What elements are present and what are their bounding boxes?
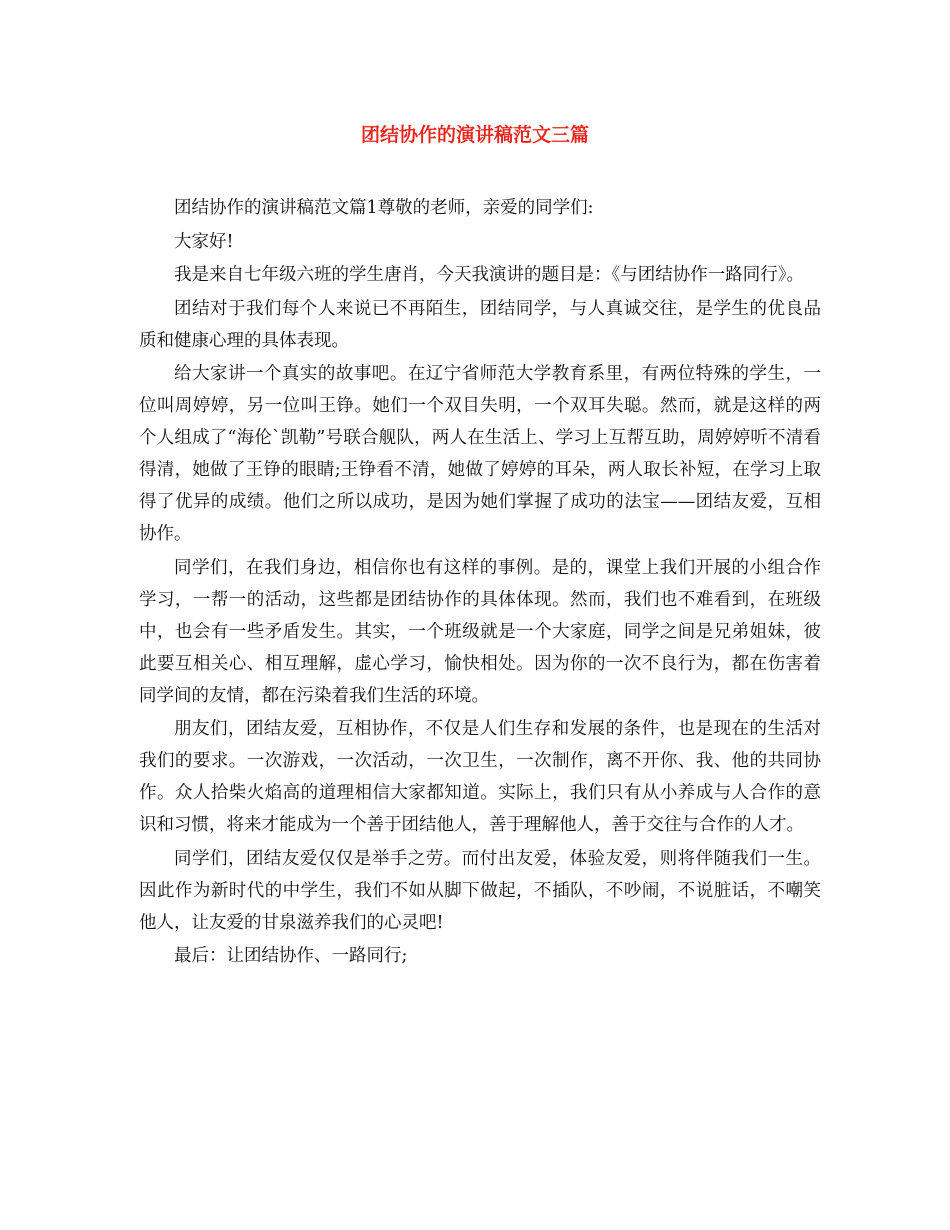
paragraph-greeting-line: 团结协作的演讲稿范文篇1尊敬的老师，亲爱的同学们: (174, 198, 594, 218)
paragraph-introduction: 我是来自七年级六班的学生唐肖，今天我演讲的题目是：《与团结协作一路同行》。 (174, 265, 804, 285)
paragraph-closing: 最后：让团结协作、一路同行; (174, 946, 408, 966)
document-title: 团结协作的演讲稿范文三篇 (360, 124, 589, 146)
paragraph-call-to-action: 同学们，团结友爱仅仅是举手之劳。而付出友爱，体验友爱，则将伴随我们一生。因此作为新时代的中学生，我们不如从脚下做起，不插队，不吵闹，不说脏话，不嘲笑他人，让友爱的甘泉滋养我们的心灵吧! (139, 848, 821, 933)
paragraph-unity-meaning: 团结对于我们每个人来说已不再陌生，团结同学，与人真诚交往，是学生的优良品质和健康心理的具体表现。 (139, 298, 821, 351)
paragraph-hello: 大家好! (174, 231, 234, 252)
document-body (139, 192, 821, 974)
paragraph-story: 给大家讲一个真实的故事吧。在辽宁省师范大学教育系里，有两位特殊的学生，一位叫周婷婷，另一位叫王铮。她们一个双目失明，一个双耳失聪。然而，就是这样的两个人组成了“海伦`凯勒”号联合舰队，两人在生活上、学习上互帮互助，周婷婷听不清看得清，她做了王铮的眼睛;王铮看不清，她做了婷婷的耳朵，两人取长补短，在学习上取得了优异的成绩。他们之所以成功，是因为她们掌握了成功的法宝——团结友爱，互相协作。 (139, 364, 821, 544)
paragraph-cooperation-requirements: 朋友们，团结友爱，互相协作，不仅是人们生存和发展的条件，也是现在的生活对我们的要求。一次游戏，一次活动，一次卫生，一次制作，离不开你、我、他的共同协作。众人拾柴火焰高的道理相信大家都知道。实际上，我们只有从小养成与人合作的意识和习惯，将来才能成为一个善于团结他人，善于理解他人，善于交往与合作的人才。 (139, 719, 821, 835)
paragraph-classroom-examples: 同学们，在我们身边，相信你也有这样的事例。是的，课堂上我们开展的小组合作学习，一帮一的活动，这些都是团结协作的具体体现。然而，我们也不难看到，在班级中，也会有一些矛盾发生。其实，一个班级就是一个大家庭，同学之间是兄弟姐妹，彼此要互相关心、相互理解，虚心学习，愉快相处。因为你的一次不良行为，都在伤害着同学间的友情，都在污染着我们生活的环境。 (139, 557, 821, 706)
